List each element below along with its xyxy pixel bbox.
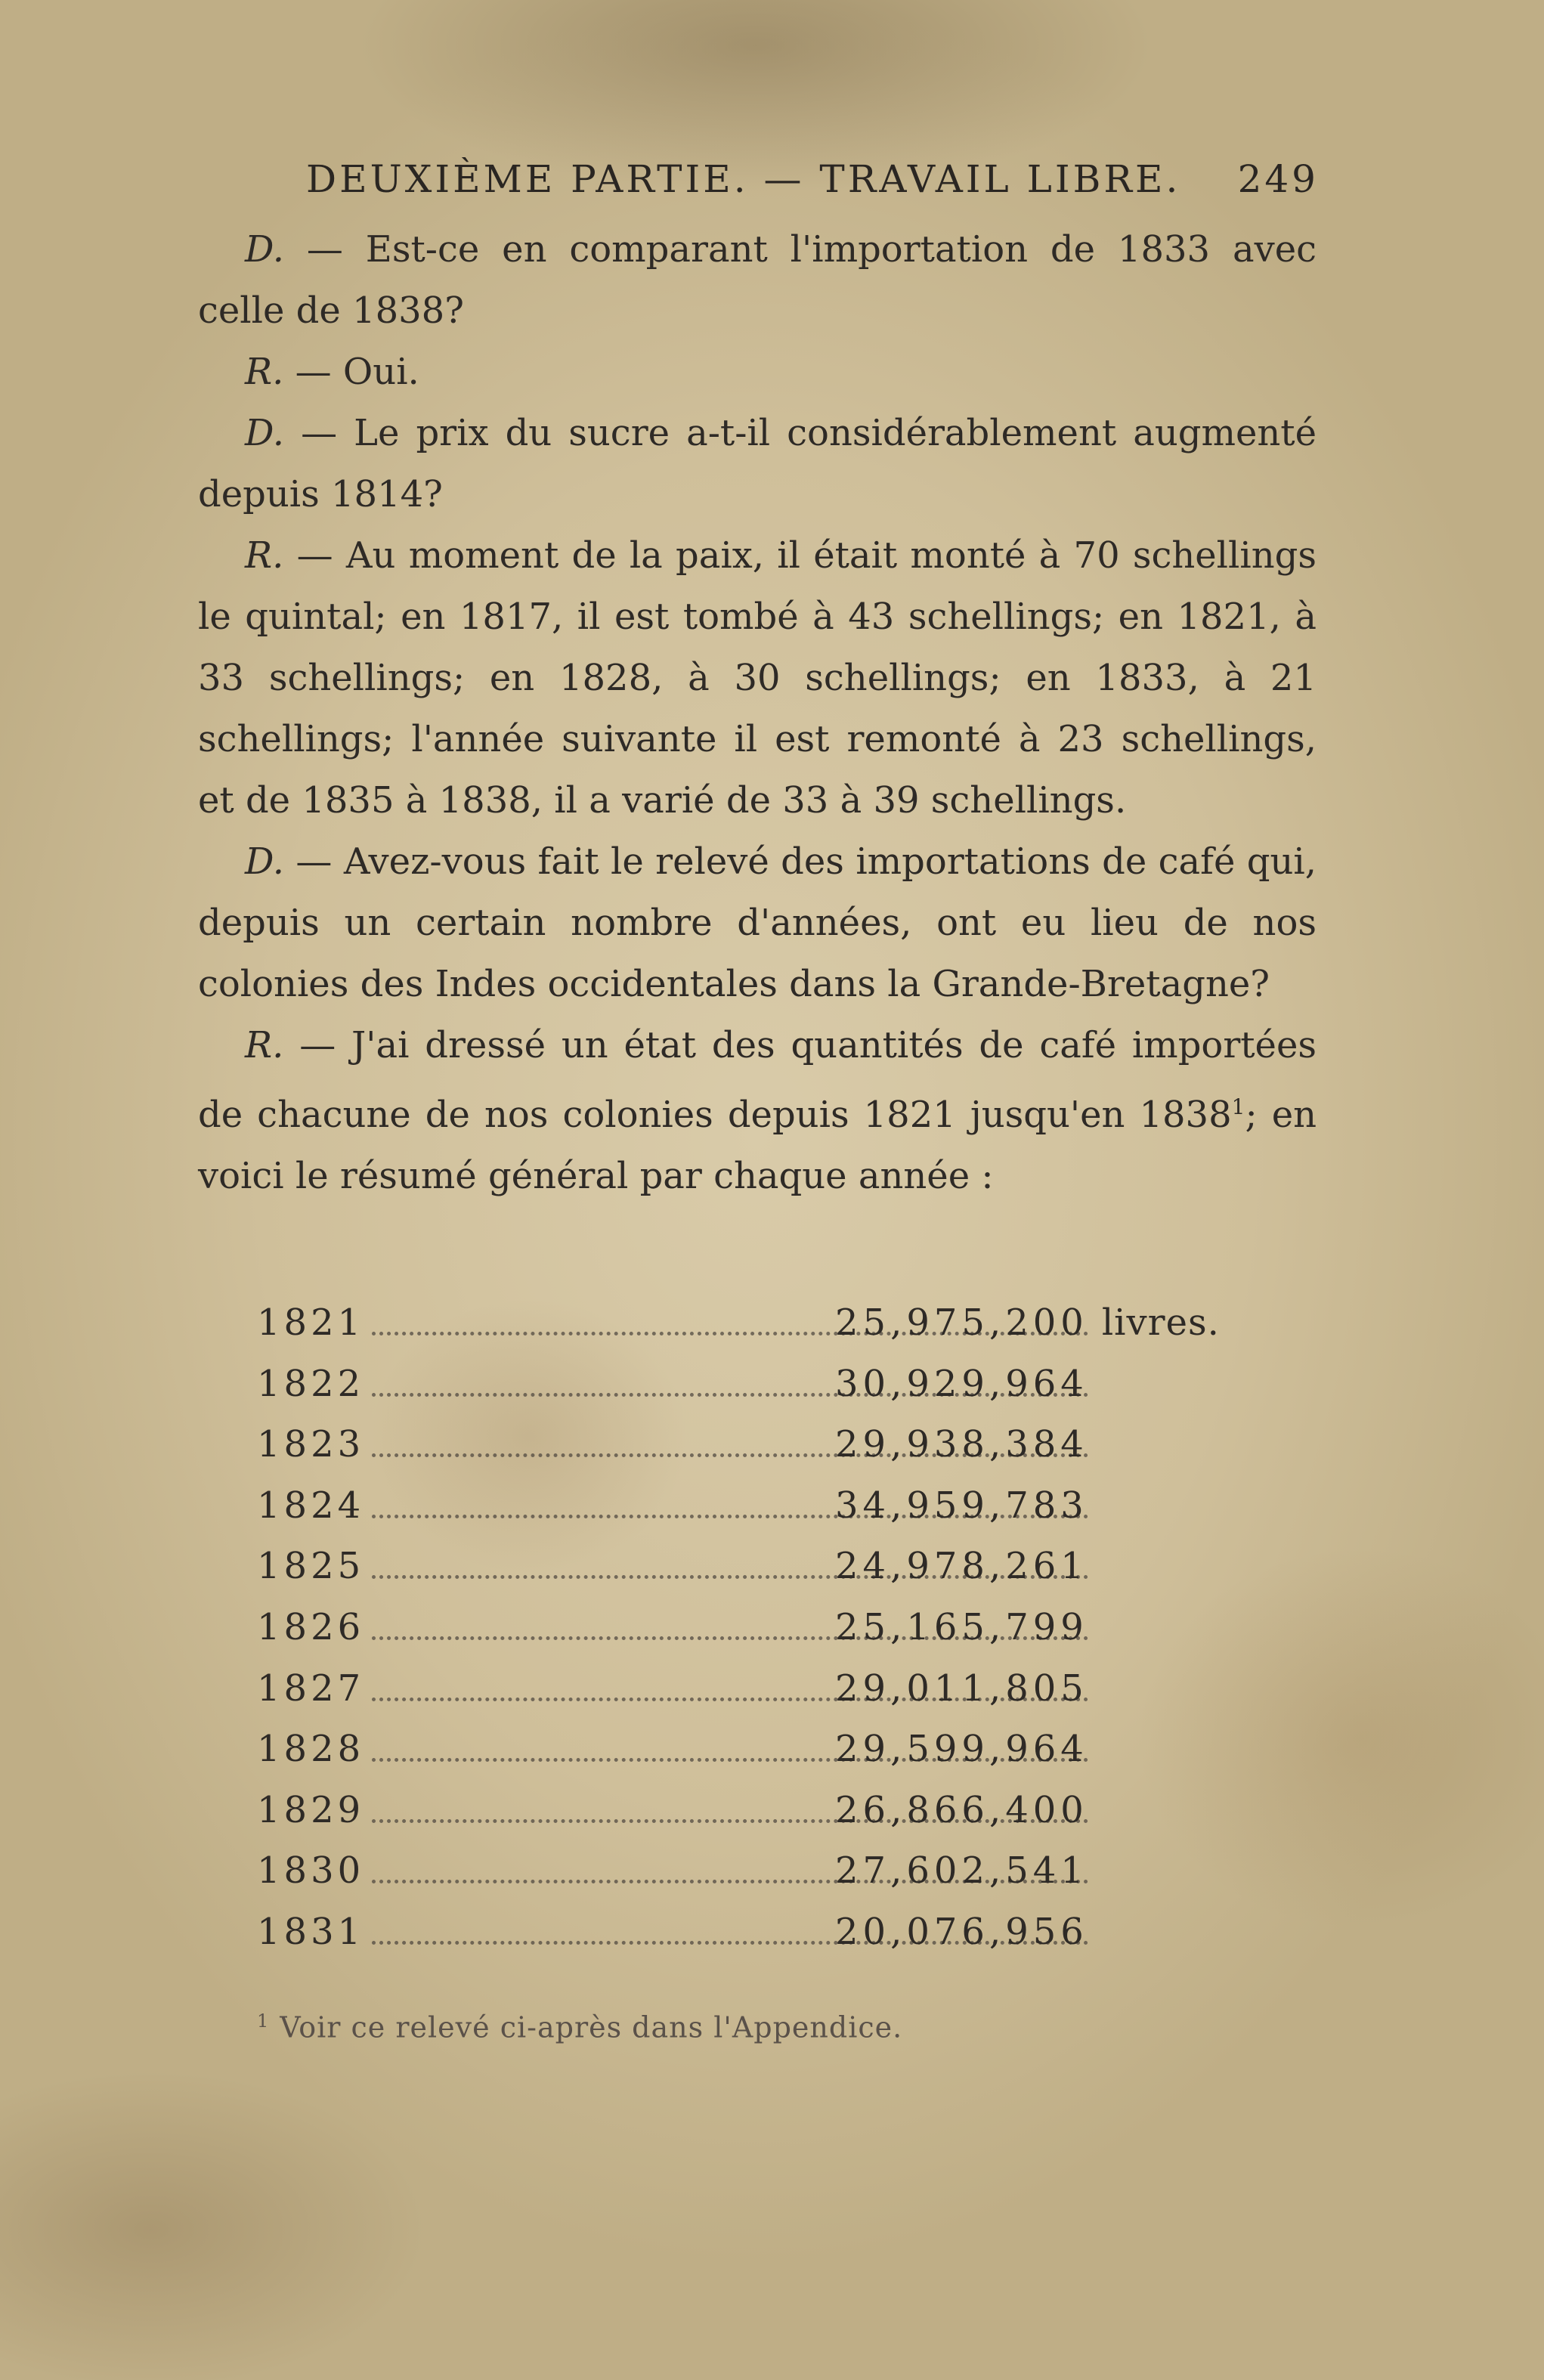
footnote: [257, 2010, 1164, 2044]
table-row: [257, 1414, 1270, 1475]
coffee-imports-table: [257, 1292, 1270, 1963]
table-year: 1829: [257, 1788, 365, 1831]
table-year: 1823: [257, 1423, 365, 1466]
table-year: 1830: [257, 1849, 365, 1893]
table-row: [257, 1840, 1270, 1902]
paragraph-text: — Au moment de la paix, il était monté à 70 schellings le quintal; en 1817, il est tombé à 43 schellings; en 1821, à 33 schellings; en 1828, à 30 schellings; en 1833, à 21 schellings; l'année suivante il est remonté à 23 schellings, et de 1835 à 1838, il a varié de 33 à 39 schellings.: [198, 534, 1317, 822]
table-row: [257, 1597, 1270, 1658]
table-year: 1828: [257, 1728, 365, 1771]
table-value: 25,165,799: [835, 1605, 1088, 1648]
page-number: 249: [1237, 157, 1319, 201]
table-year: 1821: [257, 1301, 365, 1344]
table-value: 29,011,805: [835, 1667, 1088, 1710]
speaker-label: D.: [245, 412, 285, 454]
table-year: 1822: [257, 1362, 365, 1405]
table-value: 20,076,956: [835, 1910, 1088, 1953]
paragraph-text: — Avez-vous fait le relevé des importations de café qui, depuis un certain nombre d'années, ont eu lieu de nos colonies des Indes occidentales dans la Grande-Bretagne?: [198, 840, 1317, 1005]
paragraph: [198, 831, 1317, 1015]
table-row: [257, 1902, 1270, 1963]
table-value: 29,599,964: [835, 1728, 1088, 1771]
table-value: 26,866,400: [835, 1788, 1088, 1831]
table-year: 1827: [257, 1667, 365, 1710]
paragraph-text-continued: ; en voici le résumé général par chaque année :: [198, 1094, 1317, 1197]
table-year: 1826: [257, 1605, 365, 1648]
footnote-text: Voir ce relevé ci-après dans l'Appendice.: [280, 2010, 903, 2044]
paragraph-text: — J'ai dressé un état des quantités de café importées de chacune de nos colonies depuis 1821 jusqu'en 1838: [198, 1024, 1317, 1136]
speaker-label: R.: [245, 1024, 284, 1066]
table-value: 30,929,964: [835, 1362, 1088, 1405]
paragraph: [198, 219, 1317, 342]
table-row: [257, 1354, 1270, 1415]
table-row: [257, 1475, 1270, 1537]
table-year: 1825: [257, 1545, 365, 1588]
speaker-label: R.: [245, 534, 284, 577]
table-value: [835, 1292, 1220, 1353]
speaker-label: D.: [245, 840, 285, 883]
footnote-mark: 1: [257, 2010, 270, 2032]
table-value: 27,602,541: [835, 1849, 1088, 1893]
paragraph: [198, 403, 1317, 525]
table-year: 1831: [257, 1910, 365, 1953]
running-head-title: DEUXIÈME PARTIE. — TRAVAIL LIBRE.: [306, 157, 1181, 201]
paragraph-text: — Est-ce en comparant l'importation de 1833 avec celle de 1838?: [198, 228, 1317, 332]
table-row: [257, 1536, 1270, 1597]
paragraph-text: — Oui.: [283, 351, 419, 393]
value-unit: livres.: [1101, 1301, 1220, 1344]
table-value: 34,959,783: [835, 1484, 1088, 1527]
speaker-label: D.: [245, 228, 285, 271]
table-row: [257, 1658, 1270, 1719]
footnote-reference[interactable]: 1: [1231, 1094, 1245, 1119]
table-value: 29,938,384: [835, 1423, 1088, 1466]
running-head: [306, 157, 1319, 203]
table-value: 24,978,261: [835, 1545, 1088, 1588]
table-row: [257, 1292, 1270, 1354]
paragraph: [198, 525, 1317, 831]
value-number: 25,975,200: [835, 1301, 1088, 1344]
speaker-label: R.: [245, 351, 284, 393]
table-row: [257, 1780, 1270, 1841]
table-row: [257, 1719, 1270, 1780]
table-year: 1824: [257, 1484, 365, 1527]
body-text: [198, 219, 1317, 1207]
paragraph: [198, 342, 1317, 403]
paragraph: [198, 1015, 1317, 1207]
paragraph-text: — Le prix du sucre a-t-il considérablement augmenté depuis 1814?: [198, 412, 1317, 515]
